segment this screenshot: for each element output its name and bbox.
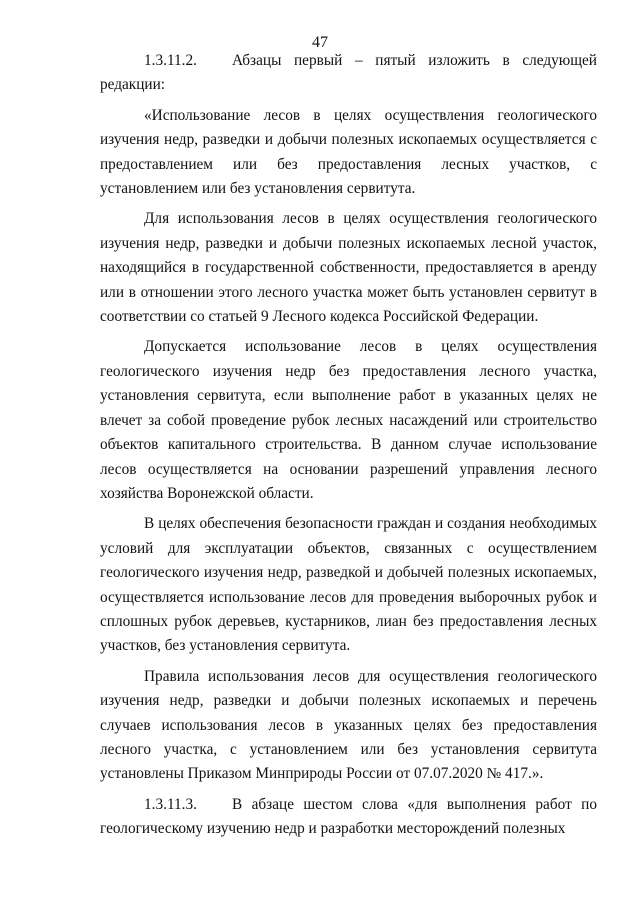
- paragraph-text: В целях обеспечения безопасности граждан и создания необходимых условий для эксплуатации объектов, связанных с осуществлением геологического изучения недр, разведкой и добычей полезных ископаемых, осуществляется использование лесов для проведения выборочных рубок и сплошных рубок деревьев, кустарников, лиан без предоставления лесных участков, без установления сервитута.: [100, 515, 597, 655]
- clause-number: 1.3.11.2.: [144, 52, 197, 69]
- body-paragraph: [100, 104, 597, 202]
- body-paragraph: [100, 207, 597, 329]
- paragraph-text: Для использования лесов в целях осуществления геологического изучения недр, разведки и добычи полезных ископаемых лесной участок, находящийся в государственной собственности, предоставляется в аренду или в отношении этого лесного участка может быть установлен сервитут в соответствии со статьей 9 Лесного кодекса Российской Федерации.: [100, 210, 597, 326]
- body-paragraph: [100, 665, 597, 787]
- page-number: 47: [312, 34, 328, 51]
- paragraph-text: Абзацы первый – пятый изложить в следующей редакции:: [100, 52, 597, 94]
- paragraph-text: «Использование лесов в целях осуществления геологического изучения недр, разведки и добычи полезных ископаемых осуществляется с предоставлением или без предоставления лесных участков, с установлением или без установления сервитута.: [100, 106, 597, 198]
- paragraph-text: Допускается использование лесов в целях осуществления геологического изучения недр без предоставления лесного участка, установления сервитута, если выполнение работ в указанных целях не влечет за собой проведение рубок лесных насаждений или строительство объектов капитального строительства. В данном случае использование лесов осуществляется на основании разрешений управления лесного хозяйства Воронежской области.: [100, 338, 597, 502]
- amendment-paragraph: [100, 49, 597, 98]
- clause-number: 1.3.11.3.: [144, 795, 197, 813]
- paragraph-text: Правила использования лесов для осуществления геологического изучения недр, разведки и добычи полезных ископаемых и перечень случаев использования лесов в указанных целях без предоставления лесного участка, с установлением или без установления сервитута установлены Приказом Минприроды России от 07.07.2020 № 417.».: [100, 667, 597, 783]
- body-paragraph: [100, 512, 597, 658]
- body-paragraph: [100, 335, 597, 506]
- paragraph-text: В абзаце шестом слова «для выполнения работ по геологическому изучению недр и разработки месторождений полезных: [100, 795, 597, 838]
- document-body: [100, 49, 597, 842]
- amendment-paragraph: [100, 793, 597, 842]
